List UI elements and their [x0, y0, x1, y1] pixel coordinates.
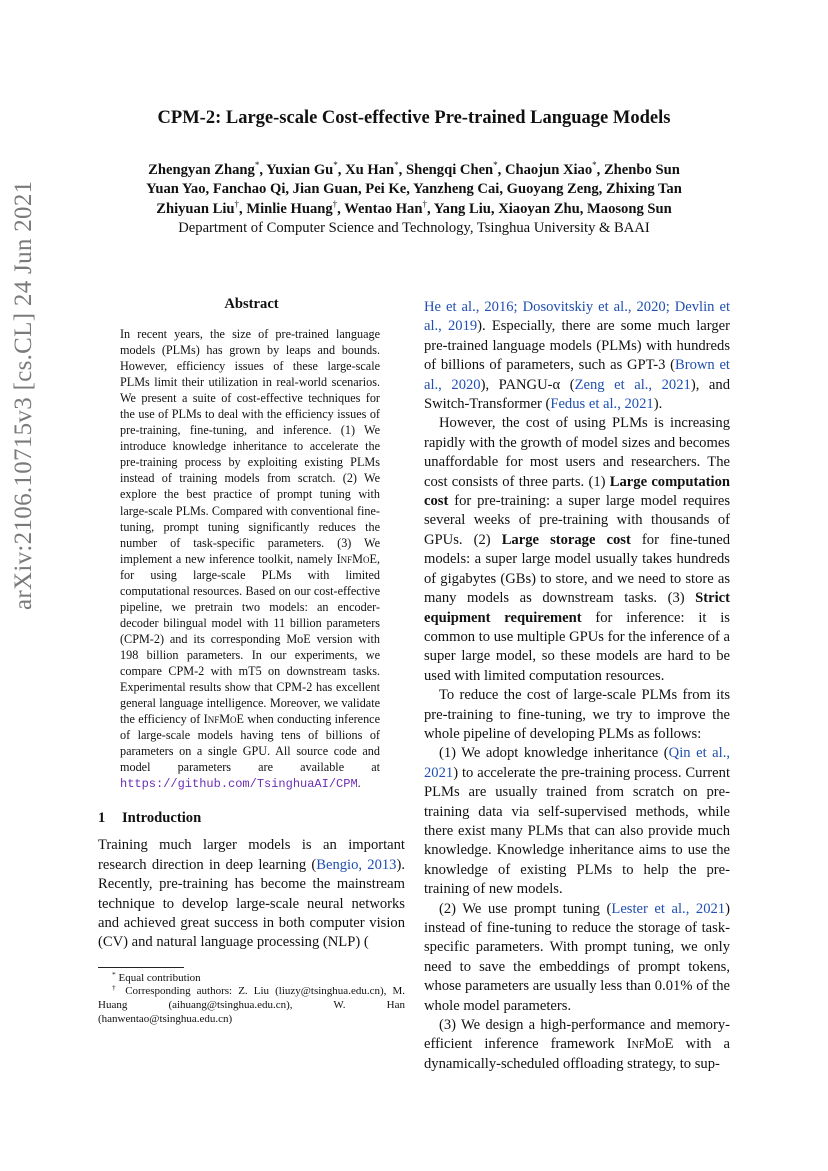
- abstract-heading: Abstract: [224, 296, 279, 312]
- footnote-rule: [98, 967, 184, 968]
- infmoe-name: InfMoE: [336, 551, 377, 566]
- bold-term: Large computation cost: [424, 473, 730, 510]
- section-heading-introduction: [98, 808, 405, 828]
- intro-paragraph-4: [424, 744, 730, 899]
- intro-body-right: [424, 298, 730, 1074]
- left-column: [98, 294, 405, 1026]
- author-line-2: Yuan Yao, Fanchao Qi, Jian Guan, Pei Ke, Yanzheng Cai, Guoyang Zeng, Zhixing Tan: [146, 181, 682, 198]
- footnote-corresponding-authors: † Corresponding authors: Z. Liu (liuzy@tsinghua.edu.cn), M. Huang (aihuang@tsinghua.edu.cn), W. Han (hanwentao@tsinghua.edu.cn): [98, 983, 405, 1025]
- text-run: (1) We adopt knowledge inheritance (: [439, 745, 669, 762]
- citation-link[interactable]: Zeng et al., 2021: [574, 376, 691, 393]
- intro-paragraph-3: To reduce the cost of large-scale PLMs from its pre-training to fine-tuning, we try to improve the whole pipeline of developing PLMs as follows:: [424, 687, 730, 742]
- author-line-1: Zhengyan Zhang*, Yuxian Gu*, Xu Han*, Shengqi Chen*, Chaojun Xiao*, Zhenbo Sun: [148, 160, 680, 178]
- text-run: for pre-training: a super large model requires several weeks of pre-training with thousands of GPUs. (2): [424, 493, 730, 548]
- abstract-end: .: [357, 776, 361, 791]
- text-run: (3) We design a high-performance and memory-efficient inference framework: [424, 1017, 730, 1053]
- text-run: ). Recently, pre-training has become the mainstream technique to develop large-scale neural networks and achieved great success in both computer vision (CV) and natural language processing (NLP) (: [98, 856, 405, 951]
- text-run: ) instead of fine-tuning to reduce the storage of task-specific parameters. With prompt tuning, we only need to save the embeddings of prompt tokens, whose parameters are usually less than 0.01% of the whole model parameters.: [424, 900, 730, 1014]
- text-run: ), PANGU-α (: [480, 376, 575, 393]
- text-run: ) to accelerate the pre-training process. Current PLMs are usually trained from scratch on pre-training data via self-supervised methods, while there exist many PLMs that can also provide much knowledge. Knowledge inheritance aims to use the knowledge of existing PLMs to help the pre-training of new models.: [424, 764, 730, 898]
- citation-link[interactable]: He et al., 2016; Dosovitskiy et al., 2020; Devlin et al., 2019: [424, 299, 730, 335]
- text-run: for fine-tuned models: a super large model usually takes hundreds of gigabytes (GBs) to store, and we need to store as many models as downstream tasks. (3): [424, 531, 730, 607]
- intro-paragraph-5: [424, 900, 730, 1016]
- intro-paragraph-1-cont: [424, 298, 730, 414]
- citation-link[interactable]: Qin et al., 2021: [424, 745, 730, 781]
- abstract-text-1: In recent years, the size of pre-trained language models (PLMs) has grown by leaps and bounds. However, efficiency issues of these large-scale PLMs limit their utilization in real-world scenarios. We present a suite of cost-effective techniques for the use of PLMs to deal with the efficiency issues of pre-training, fine-tuning, and inference. (1) We introduce knowledge inheritance to accelerate the pre-training process by exploiting existing PLMs instead of training models from scratch. (2) We explore the best practice of prompt tuning with large-scale PLMs. Compared with conventional fine-tuning, prompt tuning significantly reduces the number of task-specific parameters. (3) We implement a new inference toolkit, namely: [120, 327, 380, 566]
- text-run: for inference: it is common to use multiple GPUs for the inference of a super large model, so these models are hard to be used with limited computation resources.: [424, 609, 730, 684]
- text-run: Training much larger models is an important research direction in deep learning (: [98, 837, 405, 873]
- bold-term: Strict equipment requirement: [424, 590, 730, 626]
- footnotes: [98, 969, 405, 1026]
- text-run: ).: [653, 396, 663, 413]
- abstract-text-2: , for using large-scale PLMs with limited computational resources. Based on our cost-effective pipeline, we pretrain two models: an encoder-decoder bilingual model with 11 billion parameters (CPM-2) and its corresponding MoE version with 198 billion parameters. In our experiments, we compare CPM-2 with mT5 on downstream tasks. Experimental results show that CPM-2 has excellent general language intelligence. Moreover, we validate the efficiency of: [120, 551, 380, 727]
- text-run: ). Especially, there are some much larger pre-trained language models (PLMs) with hundreds of billions of parameters, such as GPT-3 (: [424, 318, 730, 374]
- footnote-equal-contribution: * Equal contribution: [112, 969, 201, 984]
- section-number: 1: [98, 810, 106, 827]
- citation-link[interactable]: Brown et al., 2020: [424, 357, 730, 393]
- intro-body-left: [98, 836, 405, 952]
- bold-term: Large storage cost: [501, 531, 631, 548]
- abstract-body: [120, 326, 380, 792]
- infmoe-name: InfMoE: [626, 1036, 674, 1053]
- intro-paragraph-2: [424, 414, 730, 686]
- text-run: with a dynamically-scheduled offloading strategy, to sup-: [424, 1036, 730, 1072]
- arxiv-identifier: arXiv:2106.10715v3 [cs.CL] 24 Jun 2021: [10, 180, 37, 610]
- intro-paragraph-6: [424, 1016, 730, 1074]
- author-line-3: Zhiyuan Liu†, Minlie Huang†, Wentao Han†, Yang Liu, Xiaoyan Zhu, Maosong Sun: [156, 198, 672, 217]
- text-run: (2) We use prompt tuning (: [439, 900, 612, 917]
- intro-paragraph-1: [98, 836, 405, 952]
- text-run: ), and Switch-Transformer (: [424, 376, 730, 413]
- citation-link[interactable]: Bengio, 2013: [316, 856, 397, 873]
- affiliation: Department of Computer Science and Technology, Tsinghua University & BAAI: [178, 220, 650, 236]
- citation-link[interactable]: Lester et al., 2021: [611, 900, 726, 917]
- code-url-link[interactable]: https://github.com/TsinghuaAI/CPM: [120, 777, 358, 792]
- text-run: However, the cost of using PLMs is increasing rapidly with the growth of model sizes and becomes unaffordable for most users and researchers. The cost consists of three parts. (1): [424, 415, 730, 490]
- section-title: Introduction: [122, 810, 202, 827]
- citation-link[interactable]: Fedus et al., 2021: [550, 396, 654, 413]
- abstract-text-3: when conducting inference of large-scale models having tens of billions of parameters on a single GPU. All source code and model parameters are available at: [120, 712, 380, 775]
- right-column: [424, 298, 730, 1074]
- paper-title: CPM-2: Large-scale Cost-effective Pre-trained Language Models: [157, 108, 671, 128]
- author-list: [60, 161, 768, 219]
- infmoe-name: InfMoE: [203, 712, 244, 727]
